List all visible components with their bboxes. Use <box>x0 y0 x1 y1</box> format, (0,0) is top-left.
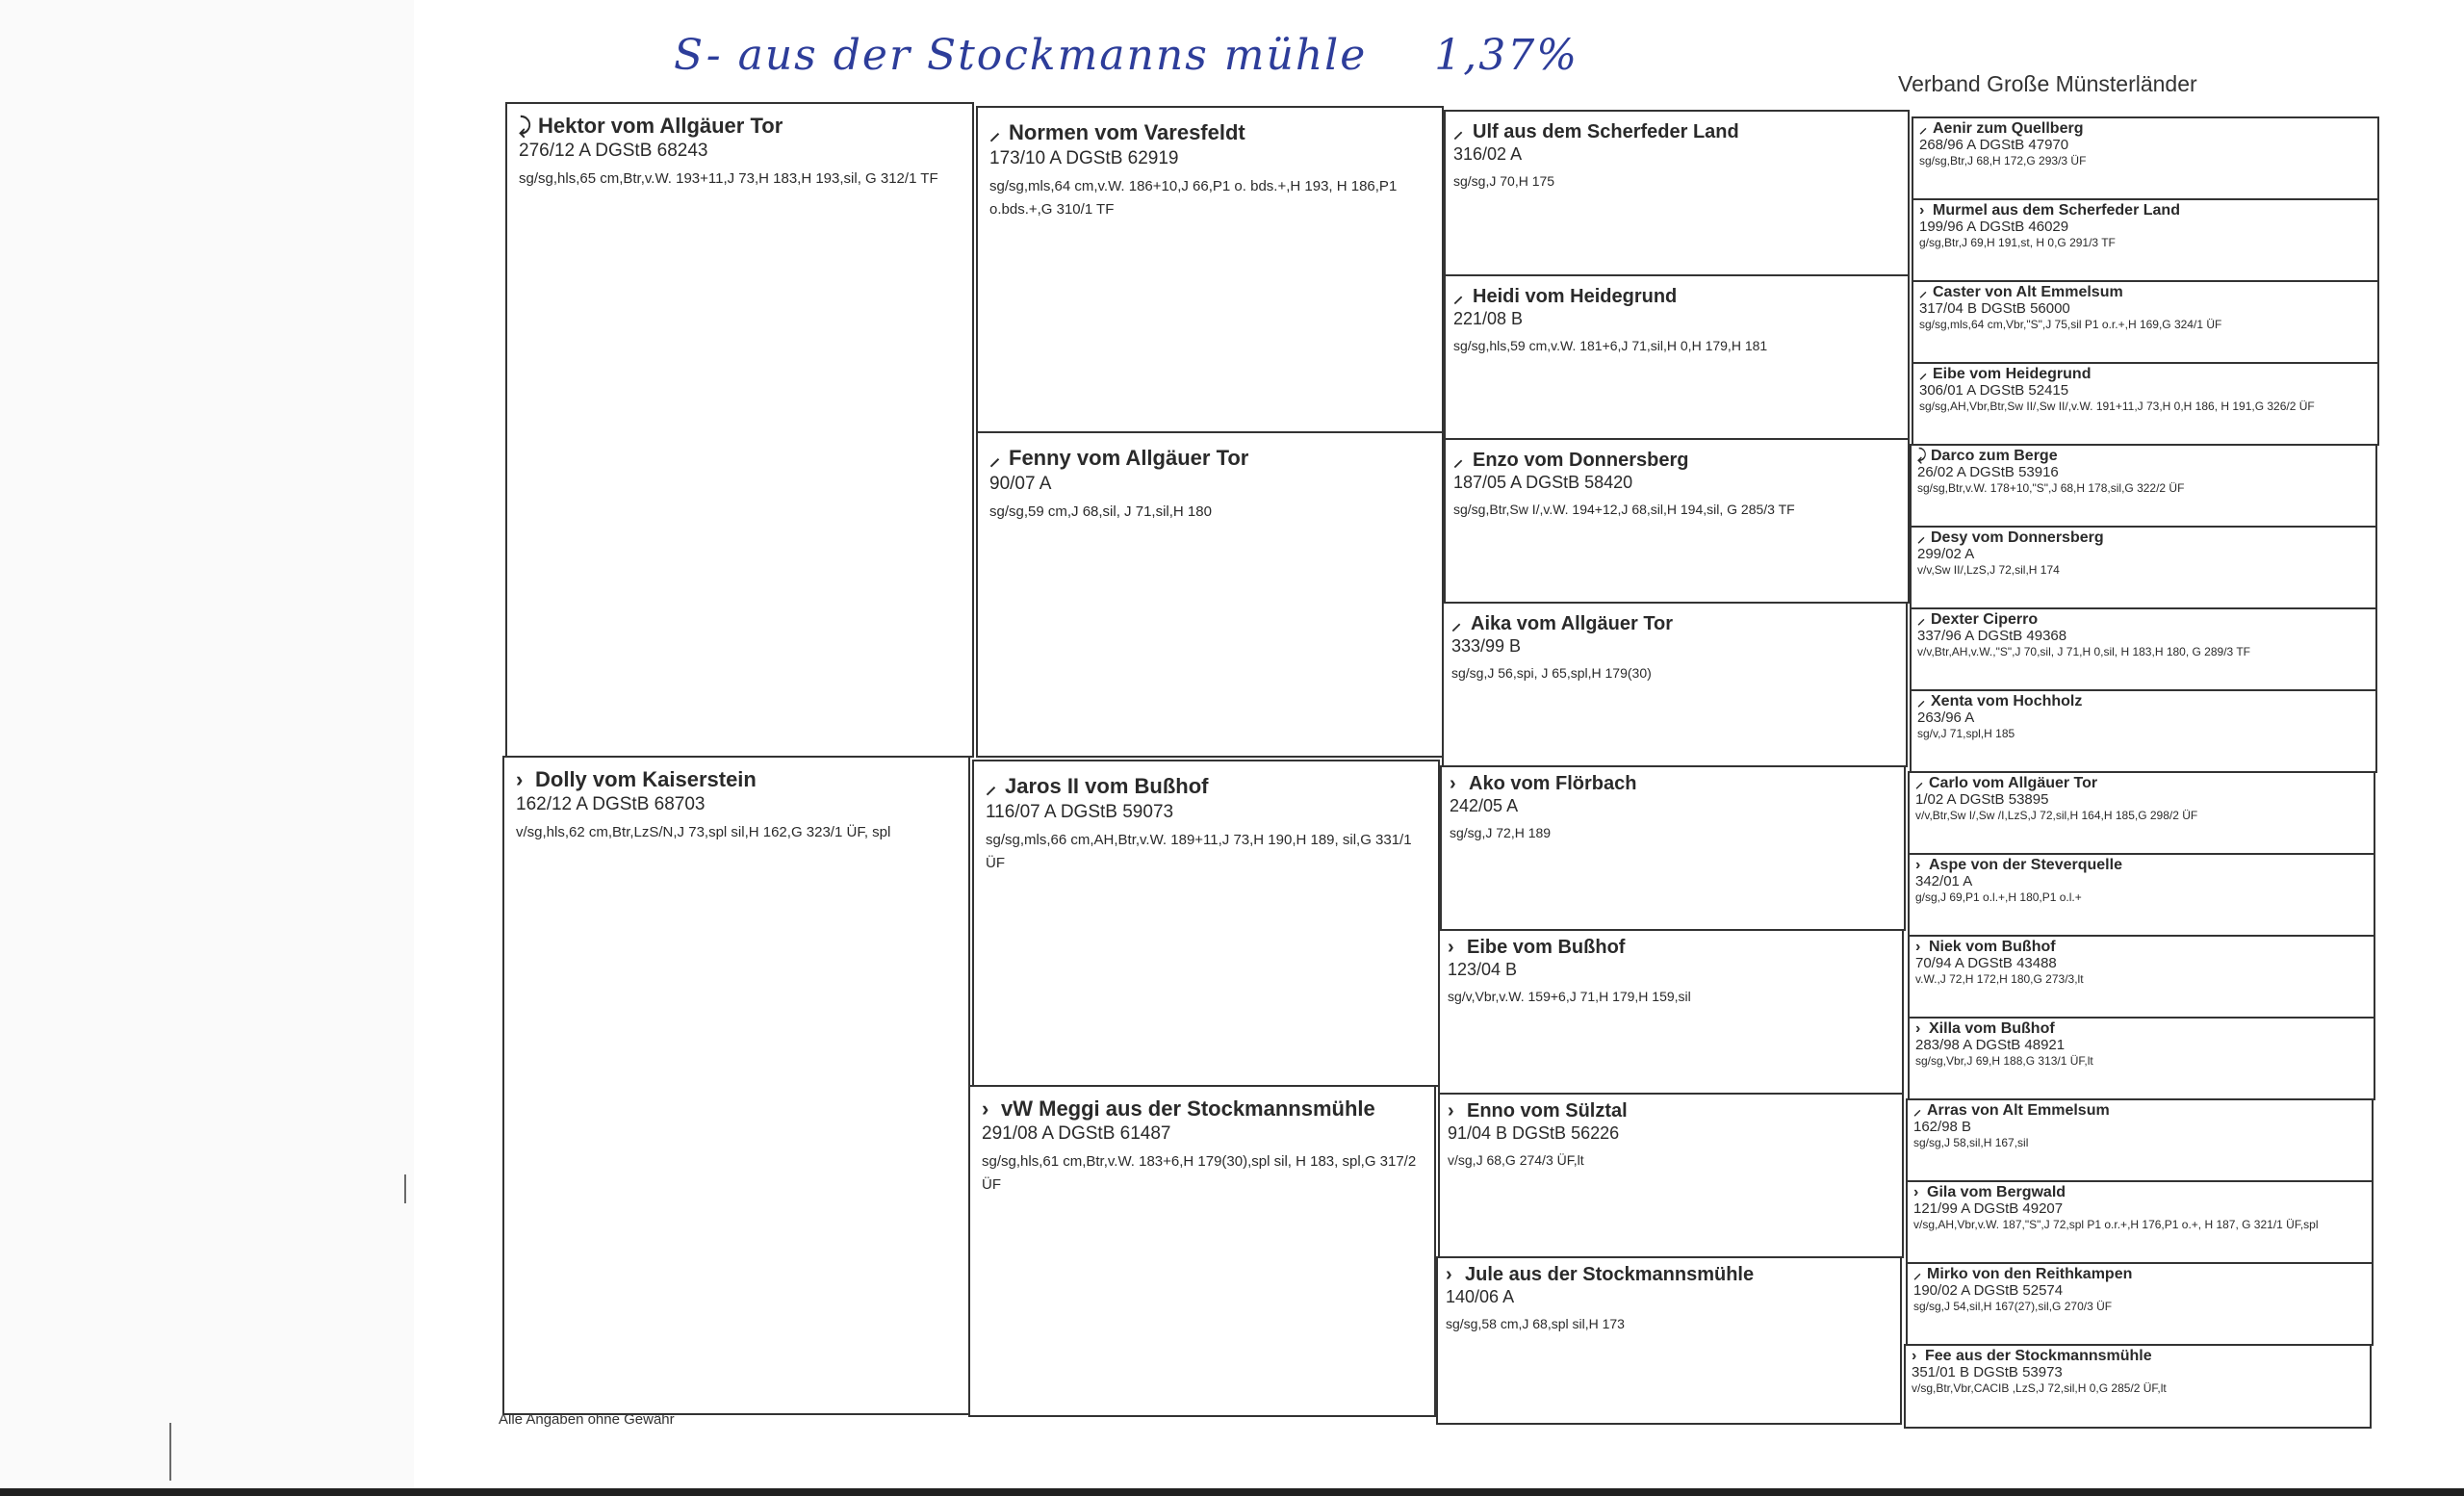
dog-name: › Fee aus der Stockmannsmühle <box>1912 1348 2152 1364</box>
dog-name: › Niek vom Bußhof <box>1915 939 2056 955</box>
dog-registration: 162/12 A DGStB 68703 <box>516 794 706 814</box>
dog-details: sg/sg,hls,59 cm,v.W. 181+6,J 71,sil,H 0,H 179,H 181 <box>1453 338 1768 353</box>
sex-marker: ⸝ <box>1919 120 1928 137</box>
dog-registration: 316/02 A <box>1453 144 1523 164</box>
scan-mark <box>404 1174 406 1203</box>
dog-registration: 276/12 A DGStB 68243 <box>519 141 708 161</box>
pedigree-box-gg-grandparent <box>1906 1262 2374 1346</box>
dog-details: v/sg,Btr,Vbr,CACIB ,LzS,J 72,sil,H 0,G 285/2 ÜF,lt <box>1912 1381 2167 1395</box>
pedigree-box-great-grandparent <box>1436 1256 1902 1425</box>
pedigree-box-gg-grandparent <box>1904 1344 2372 1429</box>
pedigree-box-great-grandparent <box>1438 929 1904 1095</box>
dog-registration: 333/99 B <box>1451 636 1522 656</box>
dog-details: sg/sg,Btr,Sw I/,v.W. 194+12,J 68,sil,H 194,sil, G 285/3 TF <box>1453 502 1795 517</box>
pedigree-box-grandparent <box>976 431 1444 758</box>
association-name: Verband Große Münsterländer <box>1898 71 2197 96</box>
pedigree-box-great-grandparent <box>1440 765 1906 931</box>
dog-registration: 317/04 B DGStB 56000 <box>1919 300 2070 317</box>
pedigree-box-gg-grandparent <box>1908 935 2375 1019</box>
sex-marker: › <box>1919 202 1925 219</box>
sex-marker: ⸝ <box>1913 1266 1922 1282</box>
dog-details: sg/sg,mls,64 cm,Vbr,"S",J 75,sil P1 o.r.+,H 169,G 324/1 ÜF <box>1919 318 2222 331</box>
sex-marker: › <box>1913 1184 1919 1200</box>
dog-name: ⸝ Heidi vom Heidegrund <box>1453 282 1900 308</box>
dog-registration: 242/05 A <box>1450 796 1519 815</box>
pedigree-box-gg-grandparent <box>1908 771 2375 855</box>
dog-registration: 337/96 A DGStB 49368 <box>1917 628 2067 644</box>
sex-marker: › <box>1450 773 1456 794</box>
dog-registration: 187/05 A DGStB 58420 <box>1453 473 1633 492</box>
dog-name: › Aspe von der Steverquelle <box>1915 857 2122 873</box>
dog-name: ⸝ Jaros II vom Bußhof <box>986 771 1426 800</box>
dog-details: sg/sg,hls,61 cm,Btr,v.W. 183+6,H 179(30),spl sil, H 183, spl,G 317/2 ÜF <box>982 1153 1417 1193</box>
dog-registration: 91/04 B DGStB 56226 <box>1448 1123 1620 1143</box>
sex-marker: › <box>1448 937 1454 958</box>
dog-registration: 342/01 A <box>1915 873 1973 890</box>
dog-details: sg/sg,Btr,J 68,H 172,G 293/3 ÜF <box>1919 154 2087 168</box>
disclaimer-note: Alle Angaben ohne Gewähr <box>499 1411 675 1428</box>
pedigree-box-grandparent <box>972 760 1440 1087</box>
sex-marker: ⤸ <box>519 114 532 138</box>
dog-name: › Jule aus der Stockmannsmühle <box>1446 1264 1755 1285</box>
dog-details: v.W.,J 72,H 172,H 180,G 273/3,lt <box>1915 972 2084 986</box>
dog-details: sg/sg,J 72,H 189 <box>1450 825 1552 840</box>
pedigree-box-gg-grandparent <box>1910 607 2377 691</box>
dog-name: › Ako vom Flörbach <box>1450 773 1637 794</box>
dog-registration: 263/96 A <box>1917 709 1975 726</box>
pedigree-box-great-grandparent <box>1444 274 1910 440</box>
pedigree-box-sire <box>505 102 974 758</box>
dog-name: › Xilla vom Bußhof <box>1915 1020 2055 1037</box>
sex-marker: ⤸ <box>1917 448 1927 464</box>
dog-name: ⸝ Aenir zum Quellberg <box>1919 120 2084 137</box>
pedigree-box-gg-grandparent <box>1910 689 2377 773</box>
dog-name: ⸝ Caster von Alt Emmelsum <box>1919 284 2123 300</box>
sex-marker: ⸝ <box>1917 611 1926 628</box>
dog-details: sg/sg,mls,66 cm,AH,Btr,v.W. 189+11,J 73,H 190,H 189, sil,G 331/1 ÜF <box>986 832 1412 871</box>
handwritten-note-text: S- aus der Stockmanns mühle <box>674 31 1368 80</box>
sex-marker: ⸝ <box>1453 286 1463 307</box>
dog-details: sg/sg,J 56,spi, J 65,spl,H 179(30) <box>1451 665 1652 681</box>
dog-name: ⸝ Enzo vom Donnersberg <box>1453 446 1900 472</box>
dog-registration: 90/07 A <box>989 474 1052 494</box>
dog-registration: 199/96 A DGStB 46029 <box>1919 219 2069 235</box>
dog-registration: 299/02 A <box>1917 546 1975 562</box>
pedigree-box-gg-grandparent <box>1912 280 2379 364</box>
sex-marker: › <box>982 1096 989 1121</box>
dog-details: sg/sg,J 58,sil,H 167,sil <box>1913 1136 2029 1149</box>
dog-name: ⸝ Desy vom Donnersberg <box>1917 529 2104 546</box>
dog-registration: 283/98 A DGStB 48921 <box>1915 1037 2066 1053</box>
pedigree-box-dam <box>502 756 970 1415</box>
pedigree-box-gg-grandparent <box>1912 116 2379 200</box>
dog-details: sg/sg,58 cm,J 68,spl sil,H 173 <box>1446 1316 1625 1331</box>
dog-name: ⸝ Fenny vom Allgäuer Tor <box>989 443 1430 472</box>
sex-marker: › <box>1912 1348 1917 1364</box>
dog-details: sg/v,Vbr,v.W. 159+6,J 71,H 179,H 159,sil <box>1448 989 1691 1004</box>
sex-marker: ⸝ <box>1917 529 1926 546</box>
dog-name: ⸝ Arras von Alt Emmelsum <box>1913 1102 2110 1119</box>
dog-details: sg/sg,hls,65 cm,Btr,v.W. 193+11,J 73,H 183,H 193,sil, G 312/1 TF <box>519 170 938 187</box>
dog-details: sg/sg,mls,64 cm,v.W. 186+10,J 66,P1 o. bds.+,H 193, H 186,P1 o.bds.+,G 310/1 TF <box>989 178 1398 218</box>
dog-details: sg/sg,Btr,v.W. 178+10,"S",J 68,H 178,sil,G 322/2 ÜF <box>1917 481 2185 495</box>
sex-marker: › <box>1446 1264 1452 1285</box>
sex-marker: › <box>1915 857 1921 873</box>
dog-name: ⸝ Eibe vom Heidegrund <box>1919 366 2092 382</box>
sex-marker: ⸝ <box>1917 693 1926 709</box>
dog-registration: 70/94 A DGStB 43488 <box>1915 955 2057 971</box>
dog-name: ⸝ Xenta vom Hochholz <box>1917 693 2083 709</box>
dog-registration: 140/06 A <box>1446 1287 1515 1306</box>
pedigree-box-gg-grandparent <box>1906 1180 2374 1264</box>
dog-details: v/sg,J 68,G 274/3 ÜF,lt <box>1448 1152 1584 1168</box>
dog-details: v/sg,hls,62 cm,Btr,LzS/N,J 73,spl sil,H 162,G 323/1 ÜF, spl <box>516 824 891 840</box>
pedigree-box-gg-grandparent <box>1912 198 2379 282</box>
sex-marker: ⸝ <box>989 120 1001 144</box>
sex-marker: ⸝ <box>1915 775 1924 791</box>
sex-marker: ⸝ <box>1919 366 1928 382</box>
sex-marker: ⸝ <box>986 774 997 798</box>
dog-registration: 221/08 B <box>1453 309 1524 328</box>
pedigree-box-great-grandparent <box>1444 110 1910 276</box>
dog-name: ⸝ Mirko von den Reithkampen <box>1913 1266 2133 1282</box>
pedigree-box-gg-grandparent <box>1912 362 2379 446</box>
pedigree-box-great-grandparent <box>1438 1093 1904 1258</box>
handwritten-note-percent: 1,37% <box>1434 31 1579 80</box>
dog-registration: 291/08 A DGStB 61487 <box>982 1123 1171 1144</box>
dog-registration: 173/10 A DGStB 62919 <box>989 148 1179 168</box>
sex-marker: ⸝ <box>1919 284 1928 300</box>
sex-marker: ⸝ <box>989 446 1001 470</box>
dog-details: sg/sg,J 70,H 175 <box>1453 173 1555 189</box>
dog-name: › vW Meggi aus der Stockmannsmühle <box>982 1096 1375 1121</box>
pedigree-box-great-grandparent <box>1442 602 1908 767</box>
dog-name: ⤸ Darco zum Berge <box>1917 448 2058 464</box>
sex-marker: ⸝ <box>1451 613 1461 634</box>
dog-details: v/v,Sw II/,LzS,J 72,sil,H 174 <box>1917 563 2060 577</box>
sex-marker: › <box>1915 939 1921 955</box>
dog-name: ⸝ Dexter Ciperro <box>1917 611 2039 628</box>
dog-details: g/sg,Btr,J 69,H 191,st, H 0,G 291/3 TF <box>1919 236 2116 249</box>
dog-name: ⤸ Hektor vom Allgäuer Tor <box>519 114 783 138</box>
dog-name: ⸝ Aika vom Allgäuer Tor <box>1451 609 1898 635</box>
dog-registration: 1/02 A DGStB 53895 <box>1915 791 2049 808</box>
sex-marker: › <box>1915 1020 1921 1037</box>
pedigree-box-gg-grandparent <box>1908 1017 2375 1100</box>
dog-registration: 162/98 B <box>1913 1119 1972 1135</box>
sex-marker: › <box>1448 1100 1454 1122</box>
dog-name: › Gila vom Bergwald <box>1913 1184 2066 1200</box>
dog-registration: 116/07 A DGStB 59073 <box>986 802 1174 822</box>
dog-registration: 121/99 A DGStB 49207 <box>1913 1200 2064 1217</box>
sex-marker: ⸝ <box>1453 121 1463 142</box>
pedigree-box-grandparent <box>976 106 1444 433</box>
dog-registration: 26/02 A DGStB 53916 <box>1917 464 2059 480</box>
dog-details: sg/sg,59 cm,J 68,sil, J 71,sil,H 180 <box>989 503 1212 520</box>
dog-details: v/v,Btr,AH,v.W.,"S",J 70,sil, J 71,H 0,sil, H 183,H 180, G 289/3 TF <box>1917 645 2250 658</box>
dog-details: sg/v,J 71,spl,H 185 <box>1917 727 2015 740</box>
dog-details: sg/sg,AH,Vbr,Btr,Sw II/,Sw II/,v.W. 191+11,J 73,H 0,H 186, H 191,G 326/2 ÜF <box>1919 400 2315 413</box>
handwritten-note <box>674 31 1578 80</box>
dog-details: g/sg,J 69,P1 o.l.+,H 180,P1 o.l.+ <box>1915 890 2082 904</box>
dog-details: v/v,Btr,Sw I/,Sw /I,LzS,J 72,sil,H 164,H 185,G 298/2 ÜF <box>1915 809 2198 822</box>
scan-margin <box>0 0 414 1496</box>
scan-mark <box>169 1423 171 1481</box>
dog-registration: 190/02 A DGStB 52574 <box>1913 1282 2064 1299</box>
pedigree-box-gg-grandparent <box>1906 1098 2374 1182</box>
dog-registration: 268/96 A DGStB 47970 <box>1919 137 2069 153</box>
dog-name: › Dolly vom Kaiserstein <box>516 767 757 791</box>
dog-name: ⸝ Carlo vom Allgäuer Tor <box>1915 775 2098 791</box>
pedigree-box-great-grandparent <box>1444 438 1910 604</box>
dog-name: › Eibe vom Bußhof <box>1448 937 1626 958</box>
dog-name: ⸝ Normen vom Varesfeldt <box>989 117 1430 146</box>
dog-details: sg/sg,J 54,sil,H 167(27),sil,G 270/3 ÜF <box>1913 1300 2113 1313</box>
scan-edge <box>0 1488 2464 1496</box>
dog-name: › Murmel aus dem Scherfeder Land <box>1919 202 2180 219</box>
dog-name: › Enno vom Sülztal <box>1448 1100 1628 1122</box>
pedigree-box-gg-grandparent <box>1908 853 2375 937</box>
sex-marker: ⸝ <box>1453 450 1463 471</box>
dog-name: ⸝ Ulf aus dem Scherfeder Land <box>1453 117 1900 143</box>
dog-details: v/sg,AH,Vbr,v.W. 187,"S",J 72,spl P1 o.r.+,H 176,P1 o.+, H 187, G 321/1 ÜF,spl <box>1913 1218 2319 1231</box>
sex-marker: › <box>516 767 524 791</box>
pedigree-box-gg-grandparent <box>1910 444 2377 528</box>
pedigree-box-gg-grandparent <box>1910 526 2377 609</box>
sex-marker: ⸝ <box>1913 1102 1922 1119</box>
dog-registration: 306/01 A DGStB 52415 <box>1919 382 2069 399</box>
dog-registration: 351/01 B DGStB 53973 <box>1912 1364 2063 1380</box>
dog-registration: 123/04 B <box>1448 960 1518 979</box>
dog-details: sg/sg,Vbr,J 69,H 188,G 313/1 ÜF,lt <box>1915 1054 2093 1068</box>
pedigree-box-grandparent <box>968 1085 1436 1417</box>
